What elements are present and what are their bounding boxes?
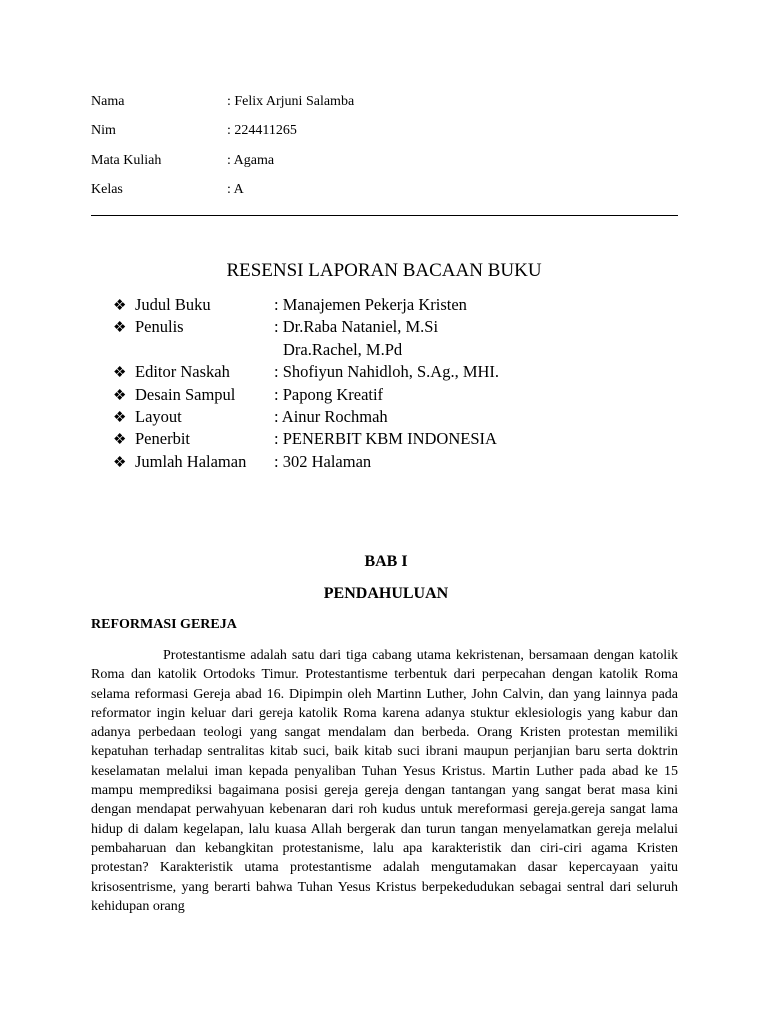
info-penulis-continuation: Dra.Rachel, M.Pd — [283, 340, 403, 359]
diamond-bullet-icon: ❖ — [113, 388, 127, 404]
diamond-bullet-icon: ❖ — [113, 410, 127, 426]
student-name-row — [91, 93, 354, 111]
section-heading: REFORMASI GEREJA — [91, 617, 237, 632]
student-nim-row — [91, 122, 297, 140]
chapter-number: BAB I — [364, 553, 408, 570]
header-divider — [91, 215, 678, 216]
document-title: RESENSI LAPORAN BACAAN BUKU — [226, 260, 542, 281]
info-value: : Papong Kreatif — [274, 385, 384, 404]
course-value: : Agama — [227, 153, 275, 168]
info-desain-sampul — [113, 384, 383, 407]
info-penulis — [113, 316, 438, 339]
info-key: Desain Sampul — [135, 385, 236, 404]
info-value: : Dr.Raba Nataniel, M.Si — [274, 317, 439, 336]
diamond-bullet-icon: ❖ — [113, 365, 127, 381]
info-judul-buku — [113, 294, 467, 317]
info-key: Penerbit — [135, 429, 190, 448]
nim-value: : 224411265 — [227, 123, 297, 138]
diamond-bullet-icon: ❖ — [113, 298, 127, 314]
info-value: : Manajemen Pekerja Kristen — [274, 295, 467, 314]
info-penerbit — [113, 428, 497, 451]
info-value: : Ainur Rochmah — [274, 407, 388, 426]
class-label: Kelas — [91, 182, 123, 197]
info-key: Judul Buku — [135, 295, 211, 314]
course-label: Mata Kuliah — [91, 153, 162, 168]
info-value: : Shofiyun Nahidloh, S.Ag., MHI. — [274, 362, 500, 381]
chapter-title: PENDAHULUAN — [323, 585, 449, 602]
info-key: Jumlah Halaman — [135, 452, 247, 471]
body-paragraph: Protestantisme adalah satu dari tiga cabang utama kekristenan, bersamaan dengan katolik Roma dan katolik Ortodoks Timur. Protestantisme terbentuk dari perpecahan dengan katolik Roma selama reformasi Gereja abad 16. Dipimpin oleh Martinn Luther, John Calvin, dan yang lainnya pada reformator ingin keluar dari gereja katolik Roma karena adanya stuktur eklesiologis yang kabur dan adanya perbedaan teologi yang sangat mendalam dan berbeda. Orang Kristen protestan memiliki kepatuhan terhadap sentralitas kitab suci, baik kitab suci ibrani maupun perjanjian baru serta doktrin keselamatan melalui iman kepada penyaliban Tuhan Yesus Kristus. Martin Luther pada abad ke 15 mampu memprediksi bagaimana posisi gereja gereja dengan tantangan yang sangat berat masa kini dengan mendapat perwahyuan kebenaran dari roh kudus untuk mereformasi gereja.gereja sangat lama hidup di dalam kegelapan, lalu kuasa Allah bergerak dan turun tangan menyelamatkan gereja melalui pembaharuan dan kebangkitan protestanisme, lalu apa karakteristik dan ciri-ciri agama Kristen protestan? Karakteristik utama protestantisme adalah mengutamakan dasar kepercayaan yaitu krisosentrisme, yang berarti bahwa Tuhan Yesus Kristus berpekedudukan sebagai sentral dari seluruh kehidupan orang — [91, 648, 678, 914]
diamond-bullet-icon: ❖ — [113, 432, 127, 448]
info-value: : 302 Halaman — [274, 452, 372, 471]
diamond-bullet-icon: ❖ — [113, 455, 127, 471]
class-value: : A — [227, 182, 244, 197]
name-value: : Felix Arjuni Salamba — [227, 94, 355, 109]
info-key: Penulis — [135, 317, 184, 336]
info-jumlah-halaman — [113, 451, 371, 474]
nim-label: Nim — [91, 123, 116, 138]
course-row — [91, 152, 274, 170]
name-label: Nama — [91, 94, 125, 109]
info-key: Editor Naskah — [135, 362, 230, 381]
info-layout — [113, 406, 388, 429]
info-key: Layout — [135, 407, 182, 426]
class-row — [91, 181, 244, 199]
diamond-bullet-icon: ❖ — [113, 320, 127, 336]
info-value: : PENERBIT KBM INDONESIA — [274, 429, 497, 448]
info-editor-naskah — [113, 361, 499, 384]
